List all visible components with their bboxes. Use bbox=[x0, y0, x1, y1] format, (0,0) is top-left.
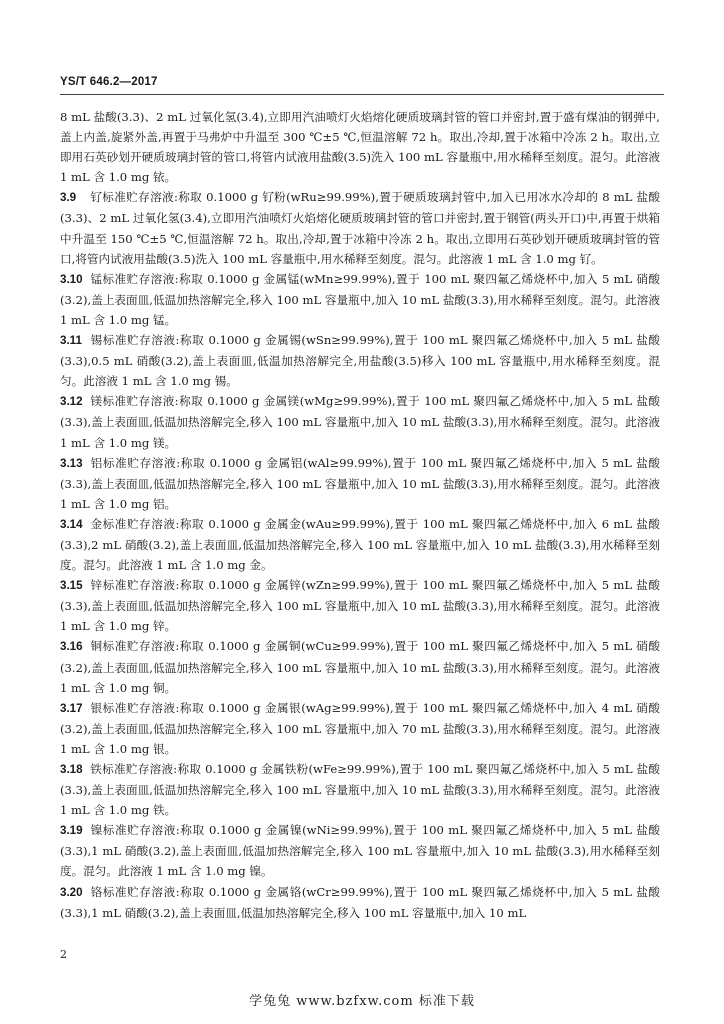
paragraph-3-12 bbox=[60, 391, 660, 452]
paragraph-text: 锡标准贮存溶液:称取 0.1000 g 金属锡(wSn≥99.99%),置于 100 mL 聚四氟乙烯烧杯中,加入 5 mL 盐酸(3.3),0.5 mL 硝酸(3.2),盖上表面皿,低温加热溶解完全,用盐酸(3.5)移入 100 mL 容量瓶中,用水稀释至刻度。混匀。此溶液 1 mL 含 1.0 mg 锡。 bbox=[60, 333, 660, 389]
paragraph-continuation bbox=[60, 107, 660, 187]
paragraph-3-19 bbox=[60, 820, 660, 881]
paragraph-3-11 bbox=[60, 330, 660, 391]
paragraph-text: 镍标准贮存溶液:称取 0.1000 g 金属镍(wNi≥99.99%),置于 100 mL 聚四氟乙烯烧杯中,加入 5 mL 盐酸(3.3),1 mL 硝酸(3.2),盖上表面皿,低温加热溶解完全,移入 100 mL 容量瓶中,加入 10 mL 盐酸(3.3),用水稀释至刻度。混匀。此溶液 1 mL 含 1.0 mg 镍。 bbox=[60, 823, 660, 879]
section-number: 3.15 bbox=[60, 579, 83, 593]
section-number: 3.14 bbox=[60, 517, 83, 531]
body-text bbox=[60, 107, 660, 923]
section-number: 3.11 bbox=[60, 334, 82, 348]
section-number: 3.20 bbox=[60, 885, 83, 899]
section-number: 3.16 bbox=[60, 640, 83, 654]
paragraph-text: 锰标准贮存溶液:称取 0.1000 g 金属锰(wMn≥99.99%),置于 100 mL 聚四氟乙烯烧杯中,加入 5 mL 硝酸(3.2),盖上表面皿,低温加热溶解完全,移入 100 mL 容量瓶中,加入 10 mL 盐酸(3.3),用水稀释至刻度。混匀。此溶液 1 mL 含 1.0 mg 锰。 bbox=[60, 271, 660, 327]
paragraph-3-14 bbox=[60, 514, 660, 575]
paragraph-3-15 bbox=[60, 575, 660, 636]
paragraph-3-16 bbox=[60, 636, 660, 697]
paragraph-text: 银标准贮存溶液:称取 0.1000 g 金属银(wAg≥99.99%),置于 100 mL 聚四氟乙烯烧杯中,加入 4 mL 硝酸(3.2),盖上表面皿,低温加热溶解完全,移入 100 mL 容量瓶中,加入 70 mL 盐酸(3.3),用水稀释至刻度。混匀。此溶液 1 mL 含 1.0 mg 银。 bbox=[60, 700, 660, 756]
paragraph-text: 金标准贮存溶液:称取 0.1000 g 金属金(wAu≥99.99%),置于 100 mL 聚四氟乙烯烧杯中,加入 6 mL 盐酸(3.3),2 mL 硝酸(3.2),盖上表面皿,低温加热溶解完全,移入 100 mL 容量瓶中,加入 10 mL 盐酸(3.3),用水稀释至刻度。混匀。此溶液 1 mL 含 1.0 mg 金。 bbox=[60, 516, 660, 573]
page-number: 2 bbox=[60, 948, 67, 961]
paragraph-text: 铬标准贮存溶液:称取 0.1000 g 金属铬(wCr≥99.99%),置于 100 mL 聚四氟乙烯烧杯中,加入 5 mL 盐酸(3.3),1 mL 硝酸(3.2),盖上表面皿,低温加热溶解完全,移入 100 mL 容量瓶中,加入 10 mL bbox=[60, 884, 660, 920]
section-number: 3.18 bbox=[60, 763, 83, 776]
standard-code: YS/T 646.2—2017 bbox=[60, 76, 158, 88]
paragraph-3-17 bbox=[60, 698, 660, 759]
paragraph-text: 铁标准贮存溶液:称取 0.1000 g 金属铁粉(wFe≥99.99%),置于 100 mL 聚四氟乙烯烧杯中,加入 5 mL 盐酸(3.3),盖上表面皿,低温加热溶解完全,移入 100 mL 容量瓶中,加入 10 mL 盐酸(3.3),用水稀释至刻度。混匀。此溶液 1 mL 含 1.0 mg 铁。 bbox=[60, 762, 660, 818]
section-number: 3.17 bbox=[60, 701, 83, 715]
header-rule bbox=[60, 94, 664, 95]
paragraph-3-13 bbox=[60, 453, 660, 514]
section-number: 3.19 bbox=[60, 824, 83, 838]
paragraph-3-10 bbox=[60, 269, 660, 330]
section-number: 3.13 bbox=[60, 456, 83, 470]
paragraph-text: 铝标准贮存溶液:称取 0.1000 g 金属铝(wAl≥99.99%),置于 100 mL 聚四氟乙烯烧杯中,加入 5 mL 盐酸(3.3),盖上表面皿,低温加热溶解完全,移入 100 mL 容量瓶中,加入 10 mL 盐酸(3.3),用水稀释至刻度。混匀。此溶液 1 mL 含 1.0 mg 铝。 bbox=[60, 455, 660, 511]
paragraph-text: 镁标准贮存溶液:称取 0.1000 g 金属镁(wMg≥99.99%),置于 100 mL 聚四氟乙烯烧杯中,加入 5 mL 盐酸(3.3),盖上表面皿,低温加热溶解完全,移入 100 mL 容量瓶中,加入 10 mL 盐酸(3.3),用水稀释至刻度。混匀。此溶液 1 mL 含 1.0 mg 镁。 bbox=[60, 394, 660, 450]
paragraph-text: 8 mL 盐酸(3.3)、2 mL 过氧化氢(3.4),立即用汽油喷灯火焰熔化硬质玻璃封管的管口并密封,置于盛有煤油的钢弹中,盖上内盖,旋紧外盖,再置于马弗炉中升温至 300 ℃±5 ℃,恒温溶解 72 h。取出,冷却,置于冰箱中冷冻 2 h。取出,立即用石英砂划开硬质玻璃封管的管口,将管内试液用盐酸(3.5)洗入 100 mL 容量瓶中,用水稀释至刻度。混匀。此溶液 1 mL 含 1.0 mg 铱。 bbox=[60, 110, 660, 185]
paragraph-text: 钌标准贮存溶液:称取 0.1000 g 钌粉(wRu≥99.99%),置于硬质玻璃封管中,加入已用冰水冷却的 8 mL 盐酸(3.3)、2 mL 过氧化氢(3.4),立即用汽油喷灯火焰熔化硬质玻璃封管的管口并密封,置于钢管(两头开口)中,再置于烘箱中升温至 150 ℃±5 ℃,恒温溶解 72 h。取出,冷却,置于冰箱中冷冻 2 h。取出,立即用石英砂划开硬质玻璃封管的管口,将管内试液用盐酸(3.5)洗入 100 mL 容量瓶中,用水稀释至刻度。混匀。此溶液 1 mL 含 1.0 mg 钌。 bbox=[60, 190, 660, 266]
section-number: 3.9 bbox=[60, 191, 77, 205]
paragraph-3-20 bbox=[60, 882, 660, 923]
paragraph-text: 铜标准贮存溶液:称取 0.1000 g 金属铜(wCu≥99.99%),置于 100 mL 聚四氟乙烯烧杯中,加入 5 mL 硝酸(3.2),盖上表面皿,低温加热溶解完全,移入 100 mL 容量瓶中,加入 10 mL 盐酸(3.3),用水稀释至刻度。混匀。此溶液 1 mL 含 1.0 mg 铜。 bbox=[60, 639, 660, 695]
section-number: 3.12 bbox=[60, 395, 83, 409]
paragraph-3-9 bbox=[60, 187, 660, 268]
paragraph-3-18 bbox=[60, 759, 660, 820]
paragraph-text: 锌标准贮存溶液:称取 0.1000 g 金属锌(wZn≥99.99%),置于 100 mL 聚四氟乙烯烧杯中,加入 5 mL 盐酸(3.3),盖上表面皿,低温加热溶解完全,移入 100 mL 容量瓶中,加入 10 mL 盐酸(3.3),用水稀释至刻度。混匀。此溶液 1 mL 含 1.0 mg 锌。 bbox=[60, 578, 660, 634]
footer-watermark: 学兔兔 www.bzfxw.com 标准下载 bbox=[249, 994, 475, 1009]
section-number: 3.10 bbox=[60, 272, 83, 286]
